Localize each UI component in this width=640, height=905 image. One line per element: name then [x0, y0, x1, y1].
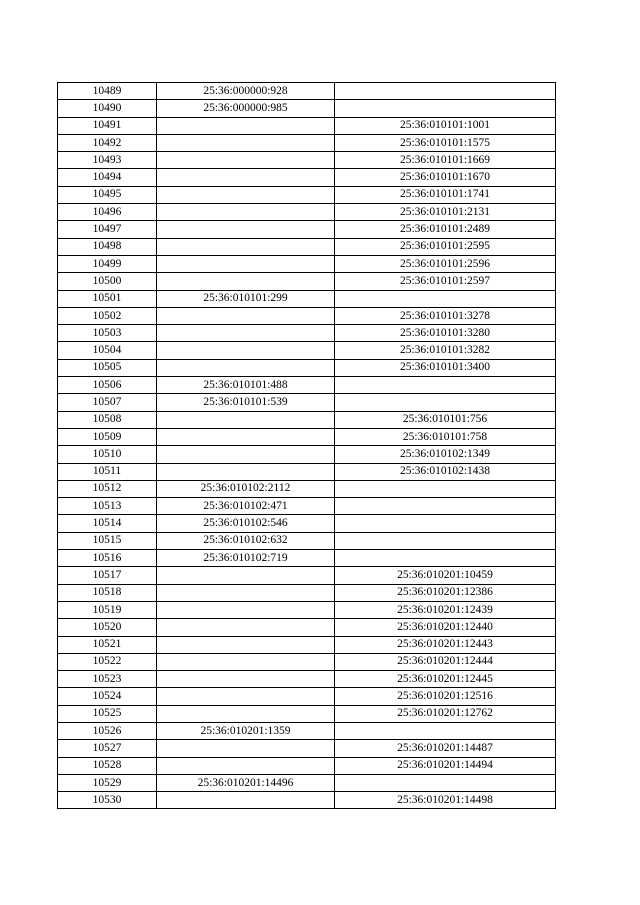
cadastral-number-cell-a [157, 117, 335, 134]
cadastral-number-cell-a [157, 134, 335, 151]
cadastral-number-cell-b: 25:36:010201:12386 [335, 584, 556, 601]
table-row [58, 567, 556, 584]
cadastral-number-cell-b [335, 498, 556, 515]
cadastral-number-cell-a: 25:36:000000:928 [157, 83, 335, 100]
row-number-cell: 10525 [58, 705, 157, 722]
row-number-cell: 10516 [58, 550, 157, 567]
table-body [58, 83, 556, 809]
cadastral-number-cell-b: 25:36:010201:12440 [335, 619, 556, 636]
table-row [58, 238, 556, 255]
row-number-cell: 10513 [58, 498, 157, 515]
row-number-cell: 10491 [58, 117, 157, 134]
cadastral-number-cell-b [335, 722, 556, 739]
cadastral-number-cell-a [157, 653, 335, 670]
cadastral-number-cell-a: 25:36:010101:299 [157, 290, 335, 307]
table-row [58, 255, 556, 272]
row-number-cell: 10519 [58, 601, 157, 618]
cadastral-number-cell-b: 25:36:010201:12762 [335, 705, 556, 722]
cadastral-number-cell-b: 25:36:010201:12445 [335, 671, 556, 688]
cadastral-number-cell-b: 25:36:010101:2489 [335, 221, 556, 238]
cadastral-number-cell-b: 25:36:010101:3400 [335, 359, 556, 376]
cadastral-number-cell-b: 25:36:010101:2131 [335, 204, 556, 221]
cadastral-number-cell-b: 25:36:010201:14487 [335, 740, 556, 757]
row-number-cell: 10521 [58, 636, 157, 653]
row-number-cell: 10517 [58, 567, 157, 584]
row-number-cell: 10512 [58, 480, 157, 497]
table-row [58, 480, 556, 497]
cadastral-number-cell-a [157, 567, 335, 584]
table-row [58, 290, 556, 307]
row-number-cell: 10524 [58, 688, 157, 705]
cadastral-number-cell-b: 25:36:010201:14498 [335, 792, 556, 809]
cadastral-number-cell-b: 25:36:010101:2596 [335, 255, 556, 272]
table-row [58, 619, 556, 636]
cadastral-number-cell-a: 25:36:010201:14496 [157, 774, 335, 791]
table-row [58, 515, 556, 532]
cadastral-number-cell-a [157, 428, 335, 445]
table-row [58, 411, 556, 428]
row-number-cell: 10514 [58, 515, 157, 532]
cadastral-number-cell-b [335, 532, 556, 549]
table-row [58, 325, 556, 342]
table-row [58, 83, 556, 100]
cadastral-number-cell-b: 25:36:010101:2595 [335, 238, 556, 255]
table-row [58, 307, 556, 324]
row-number-cell: 10490 [58, 100, 157, 117]
cadastral-number-cell-a: 25:36:000000:985 [157, 100, 335, 117]
row-number-cell: 10508 [58, 411, 157, 428]
cadastral-number-cell-a [157, 169, 335, 186]
row-number-cell: 10526 [58, 722, 157, 739]
cadastral-number-cell-a [157, 255, 335, 272]
cadastral-number-cell-a [157, 342, 335, 359]
cadastral-number-cell-b: 25:36:010101:1669 [335, 152, 556, 169]
row-number-cell: 10501 [58, 290, 157, 307]
cadastral-number-cell-b [335, 515, 556, 532]
cadastral-number-cell-a [157, 204, 335, 221]
table-row [58, 550, 556, 567]
table-row [58, 273, 556, 290]
cadastral-number-cell-b: 25:36:010201:12516 [335, 688, 556, 705]
table-row [58, 636, 556, 653]
cadastral-numbers-table [57, 82, 556, 809]
cadastral-number-cell-b [335, 83, 556, 100]
cadastral-number-cell-a [157, 705, 335, 722]
row-number-cell: 10494 [58, 169, 157, 186]
table-row [58, 428, 556, 445]
row-number-cell: 10510 [58, 446, 157, 463]
cadastral-number-cell-a: 25:36:010101:488 [157, 377, 335, 394]
cadastral-number-cell-b: 25:36:010101:3278 [335, 307, 556, 324]
cadastral-number-cell-a [157, 325, 335, 342]
row-number-cell: 10503 [58, 325, 157, 342]
table-row [58, 134, 556, 151]
row-number-cell: 10506 [58, 377, 157, 394]
cadastral-number-cell-a [157, 688, 335, 705]
cadastral-number-cell-a [157, 792, 335, 809]
cadastral-number-cell-a [157, 671, 335, 688]
cadastral-number-cell-a [157, 411, 335, 428]
cadastral-number-cell-a [157, 221, 335, 238]
row-number-cell: 10511 [58, 463, 157, 480]
cadastral-number-cell-a [157, 307, 335, 324]
table-row [58, 584, 556, 601]
cadastral-number-cell-b: 25:36:010101:3282 [335, 342, 556, 359]
table-row [58, 653, 556, 670]
table-row [58, 446, 556, 463]
row-number-cell: 10520 [58, 619, 157, 636]
row-number-cell: 10529 [58, 774, 157, 791]
row-number-cell: 10489 [58, 83, 157, 100]
table-row [58, 394, 556, 411]
cadastral-number-cell-b: 25:36:010201:10459 [335, 567, 556, 584]
cadastral-number-cell-a: 25:36:010102:632 [157, 532, 335, 549]
row-number-cell: 10523 [58, 671, 157, 688]
table-row [58, 740, 556, 757]
table-row [58, 359, 556, 376]
cadastral-number-cell-b: 25:36:010101:1670 [335, 169, 556, 186]
cadastral-number-cell-b: 25:36:010101:756 [335, 411, 556, 428]
cadastral-number-cell-b: 25:36:010102:1438 [335, 463, 556, 480]
cadastral-number-cell-a [157, 601, 335, 618]
table-row [58, 671, 556, 688]
cadastral-number-cell-b [335, 290, 556, 307]
cadastral-number-cell-b: 25:36:010101:1001 [335, 117, 556, 134]
cadastral-number-cell-a [157, 152, 335, 169]
cadastral-number-cell-a: 25:36:010102:471 [157, 498, 335, 515]
cadastral-number-cell-b: 25:36:010201:14494 [335, 757, 556, 774]
cadastral-number-cell-b: 25:36:010101:1575 [335, 134, 556, 151]
table-row [58, 204, 556, 221]
cadastral-number-cell-a [157, 446, 335, 463]
cadastral-number-cell-b [335, 100, 556, 117]
row-number-cell: 10499 [58, 255, 157, 272]
table-row [58, 221, 556, 238]
row-number-cell: 10497 [58, 221, 157, 238]
row-number-cell: 10509 [58, 428, 157, 445]
cadastral-number-cell-a [157, 186, 335, 203]
table-row [58, 152, 556, 169]
row-number-cell: 10495 [58, 186, 157, 203]
row-number-cell: 10528 [58, 757, 157, 774]
table-row [58, 532, 556, 549]
table-row [58, 498, 556, 515]
cadastral-number-cell-a: 25:36:010102:2112 [157, 480, 335, 497]
table-row [58, 601, 556, 618]
row-number-cell: 10507 [58, 394, 157, 411]
table-row [58, 688, 556, 705]
cadastral-number-cell-a [157, 636, 335, 653]
row-number-cell: 10527 [58, 740, 157, 757]
cadastral-number-cell-a: 25:36:010201:1359 [157, 722, 335, 739]
cadastral-number-cell-b [335, 394, 556, 411]
cadastral-number-cell-b: 25:36:010101:758 [335, 428, 556, 445]
cadastral-number-cell-a [157, 619, 335, 636]
cadastral-number-cell-a [157, 740, 335, 757]
table-row [58, 792, 556, 809]
cadastral-number-cell-b: 25:36:010201:12439 [335, 601, 556, 618]
cadastral-number-cell-b [335, 480, 556, 497]
table-row [58, 342, 556, 359]
row-number-cell: 10504 [58, 342, 157, 359]
table-row [58, 117, 556, 134]
cadastral-number-cell-b [335, 774, 556, 791]
row-number-cell: 10530 [58, 792, 157, 809]
row-number-cell: 10522 [58, 653, 157, 670]
cadastral-number-cell-a [157, 273, 335, 290]
row-number-cell: 10500 [58, 273, 157, 290]
table-row [58, 169, 556, 186]
row-number-cell: 10496 [58, 204, 157, 221]
cadastral-number-cell-b: 25:36:010201:12443 [335, 636, 556, 653]
table-row [58, 100, 556, 117]
table-row [58, 722, 556, 739]
cadastral-number-cell-b [335, 377, 556, 394]
table-row [58, 463, 556, 480]
cadastral-number-cell-b: 25:36:010102:1349 [335, 446, 556, 463]
row-number-cell: 10518 [58, 584, 157, 601]
table-row [58, 757, 556, 774]
cadastral-number-cell-a [157, 359, 335, 376]
table-row [58, 377, 556, 394]
row-number-cell: 10493 [58, 152, 157, 169]
cadastral-number-cell-b: 25:36:010101:1741 [335, 186, 556, 203]
cadastral-number-cell-a [157, 238, 335, 255]
cadastral-number-cell-b: 25:36:010201:12444 [335, 653, 556, 670]
cadastral-number-cell-b: 25:36:010101:3280 [335, 325, 556, 342]
row-number-cell: 10492 [58, 134, 157, 151]
cadastral-number-cell-b [335, 550, 556, 567]
table-row [58, 186, 556, 203]
table-row [58, 774, 556, 791]
cadastral-number-cell-b: 25:36:010101:2597 [335, 273, 556, 290]
cadastral-number-cell-a: 25:36:010102:719 [157, 550, 335, 567]
table-row [58, 705, 556, 722]
row-number-cell: 10498 [58, 238, 157, 255]
cadastral-number-cell-a: 25:36:010102:546 [157, 515, 335, 532]
row-number-cell: 10505 [58, 359, 157, 376]
cadastral-number-cell-a: 25:36:010101:539 [157, 394, 335, 411]
cadastral-number-cell-a [157, 584, 335, 601]
row-number-cell: 10502 [58, 307, 157, 324]
cadastral-number-cell-a [157, 757, 335, 774]
cadastral-number-cell-a [157, 463, 335, 480]
row-number-cell: 10515 [58, 532, 157, 549]
